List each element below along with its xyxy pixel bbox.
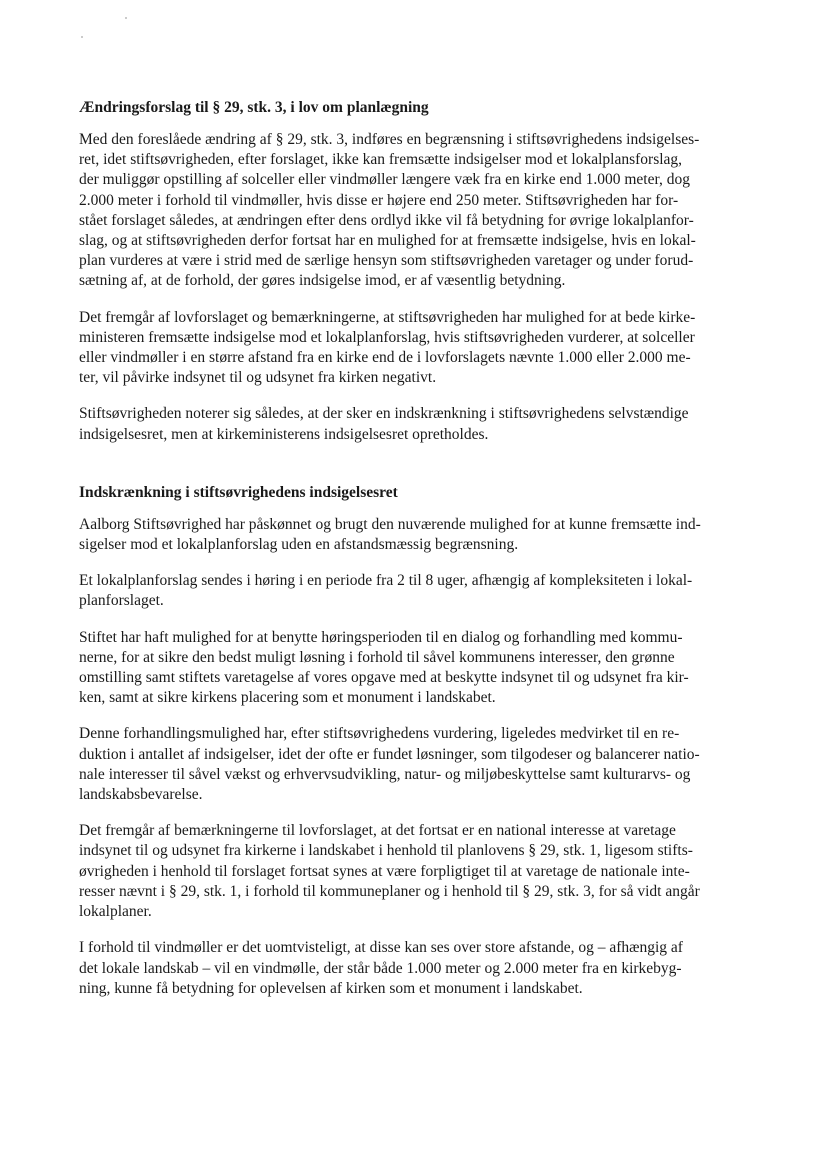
text-line: øvrigheden i henhold til forslaget fortsat synes at være forpligtiget til at varetage de nationale inte- [79,862,690,880]
paragraph [79,724,759,805]
text-line: 2.000 meter i forhold til vindmøller, hvis disse er højere end 250 meter. Stiftsøvrigheden har for- [79,191,679,209]
text-line: resser nævnt i § 29, stk. 1, i forhold til kommuneplaner og i henhold til § 29, stk. 3, for så vidt angår [79,882,700,900]
text-line: ning, kunne få betydning for oplevelsen af kirken som et monument i landskabet. [79,979,583,997]
scan-speck [125,17,127,19]
text-line: ret, idet stiftsøvrigheden, efter forslaget, ikke kan fremsætte indsigelser mod et lokalplansforslag, [79,151,683,169]
text-line: plan vurderes at være i strid med de særlige hensyn som stiftsøvrigheden varetager og under forud- [79,252,694,270]
paragraph [79,515,759,555]
text-line: lokalplaner. [79,903,152,921]
text-line: slag, og at stiftsøvrigheden derfor fortsat har en mulighed for at fremsætte indsigelse, hvis en lokal- [79,232,696,250]
text-line: Det fremgår af lovforslaget og bemærkningerne, at stiftsøvrigheden har mulighed for at bede kirke- [79,308,696,326]
text-line: sætning af, at de forhold, der gøres indsigelse imod, er af væsentlig betydning. [79,272,566,290]
paragraph [79,938,759,999]
text-line: duktion i antallet af indsigelser, idet der ofte er fundet løsninger, som tilgodeser og balancerer natio- [79,745,700,763]
section-heading: Ændringsforslag til § 29, stk. 3, i lov om planlægning [79,99,429,116]
text-line: Stiftsøvrigheden noterer sig således, at der sker en indskrænkning i stiftsøvrighedens selvstændige [79,405,689,423]
text-line: Et lokalplanforslag sendes i høring i en periode fra 2 til 8 uger, afhængig af kompleksiteten i lokal- [79,572,693,590]
document-page [79,98,759,1015]
text-line: eller vindmøller i en større afstand fra en kirke end de i lovforslagets nævnte 1.000 eller 2.000 me- [79,349,691,367]
text-line: indsynet til og udsynet fra kirkerne i landskabet i henhold til planlovens § 29, stk. 1, ligesom stifts- [79,842,693,860]
text-line: ter, vil påvirke indsynet til og udsynet fra kirken negativt. [79,369,437,387]
text-line: stået forslaget således, at ændringen efter dens ordlyd ikke vil få betydning for øvrige lokalplanfor- [79,211,694,229]
section-amendment [79,98,759,445]
text-line: nale interesser til såvel vækst og erhvervsudvikling, natur- og miljøbeskyttelse samt kulturarvs- og [79,765,691,783]
text-line: Aalborg Stiftsøvrighed har påskønnet og brugt den nuværende mulighed for at kunne fremsætte ind- [79,515,701,533]
text-line: indsigelsesret, men at kirkeministerens indsigelsesret opretholdes. [79,425,489,443]
section-heading: Indskrænkning i stiftsøvrighedens indsigelsesret [79,483,398,501]
text-line: der muliggør opstilling af solceller eller vindmøller længere væk fra en kirke end 1.000 meter, dog [79,171,691,189]
paragraph [79,628,759,709]
text-line: Det fremgår af bemærkningerne til lovforslaget, at det fortsat er en national interesse at varetage [79,822,676,840]
section-spacer [79,461,759,483]
text-line: planforslaget. [79,592,164,610]
text-line: Stiftet har haft mulighed for at benytte høringsperioden til en dialog og forhandling med kommu- [79,628,683,646]
paragraph [79,571,759,611]
text-line: sigelser mod et lokalplanforslag uden en afstandsmæssig begrænsning. [79,536,519,554]
text-line: Denne forhandlingsmulighed har, efter stiftsøvrighedens vurdering, ligeledes medvirket til en re- [79,725,680,743]
text-line: Med den foreslåede ændring af § 29, stk. 3, indføres en begrænsning i stiftsøvrighedens indsigelses- [79,131,700,148]
scan-speck [81,36,83,38]
paragraph [79,308,759,389]
text-line: det lokale landskab – vil en vindmølle, der står både 1.000 meter og 2.000 meter fra en kirkebyg- [79,959,682,977]
paragraph [79,821,759,922]
text-line: landskabsbevarelse. [79,786,203,804]
paragraph [79,404,759,444]
section-restriction [79,483,759,999]
text-line: I forhold til vindmøller er det uomtvisteligt, at disse kan ses over store afstande, og – afhængig af [79,939,683,957]
text-line: ken, samt at sikre kirkens placering som et monument i landskabet. [79,689,496,707]
text-line: ministeren fremsætte indsigelse mod et lokalplanforslag, hvis stiftsøvrigheden vurderer, at solceller [79,328,695,346]
text-line: omstilling samt stiftets varetagelse af vores opgave med at beskytte indsynet til og udsynet fra kir- [79,669,689,687]
text-line: nerne, for at sikre den bedst muligt løsning i forhold til såvel kommunens interesser, den grønne [79,648,675,666]
paragraph [79,130,759,292]
